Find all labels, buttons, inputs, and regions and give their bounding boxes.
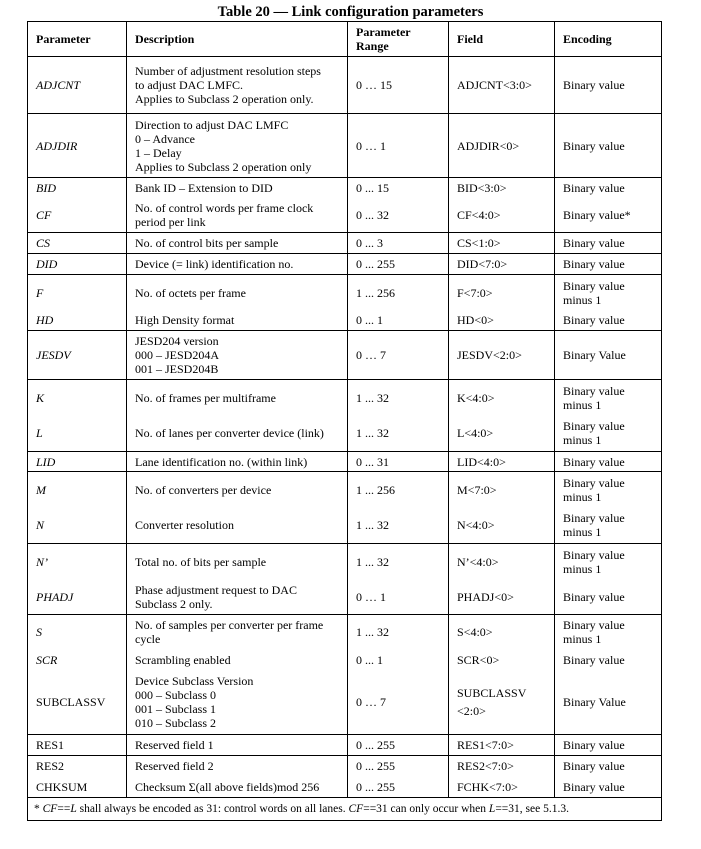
encoding-cell <box>555 57 662 114</box>
parameter-cell: N’ <box>28 544 127 580</box>
field-cell: N’<4:0> <box>449 544 555 580</box>
field-cell: N<4:0> <box>449 508 555 544</box>
description-line: Number of adjustment resolution steps <box>135 64 321 78</box>
header-description: Description <box>127 22 348 57</box>
encoding-line: minus 1 <box>563 292 602 307</box>
encoding-line: Binary value <box>563 454 625 469</box>
encoding-line: Binary value <box>563 180 625 195</box>
table-row <box>28 735 662 756</box>
description-line: Direction to adjust DAC LMFC <box>135 117 289 132</box>
encoding-line: Binary value* <box>563 207 631 222</box>
description-line: No. of control words per frame clock <box>135 200 314 215</box>
parameter-cell: ADJDIR <box>28 114 127 178</box>
description-line: No. of frames per multiframe <box>135 390 276 405</box>
parameter-cell: SUBCLASSV <box>28 671 127 735</box>
field-line: <2:0> <box>457 704 486 719</box>
table-row <box>28 671 662 735</box>
encoding-cell <box>555 580 662 615</box>
description-cell <box>127 380 348 416</box>
parameter-cell: SCR <box>28 650 127 671</box>
range-cell: 0 ... 3 <box>348 233 449 254</box>
parameter-cell: PHADJ <box>28 580 127 615</box>
description-cell <box>127 416 348 452</box>
range-cell: 0 ... 1 <box>348 311 449 331</box>
field-cell: K<4:0> <box>449 380 555 416</box>
description-cell <box>127 777 348 798</box>
field-cell: CF<4:0> <box>449 198 555 233</box>
description-line: Applies to Subclass 2 operation only. <box>135 92 314 106</box>
description-line: Reserved field 2 <box>135 759 214 774</box>
encoding-line: minus 1 <box>563 561 602 576</box>
table-row <box>28 331 662 380</box>
description-line: Checksum Σ(all above fields)mod 256 <box>135 779 320 794</box>
encoding-cell <box>555 650 662 671</box>
encoding-line: Binary value <box>563 257 625 271</box>
range-cell: 1 ... 32 <box>348 380 449 416</box>
table-row <box>28 198 662 233</box>
description-cell <box>127 57 348 114</box>
description-line: High Density format <box>135 313 235 328</box>
table-row <box>28 275 662 311</box>
encoding-line: Binary value <box>563 738 625 752</box>
encoding-cell <box>555 472 662 508</box>
table-row <box>28 756 662 777</box>
table-body <box>28 57 662 798</box>
encoding-line: Binary value <box>563 278 625 293</box>
description-line: Applies to Subclass 2 operation only <box>135 159 312 174</box>
table-row <box>28 233 662 254</box>
range-cell: 0 ... 32 <box>348 198 449 233</box>
encoding-line: Binary value <box>563 653 625 667</box>
encoding-cell <box>555 544 662 580</box>
description-line: Lane identification no. (within link) <box>135 454 308 469</box>
footnote-l: L <box>70 803 77 815</box>
range-cell: 1 ... 32 <box>348 508 449 544</box>
encoding-cell <box>555 233 662 254</box>
description-cell <box>127 472 348 508</box>
table-row <box>28 114 662 178</box>
description-line: period per link <box>135 214 206 229</box>
parameter-cell: ADJCNT <box>28 57 127 114</box>
range-cell: 1 ... 256 <box>348 472 449 508</box>
encoding-cell <box>555 380 662 416</box>
description-cell <box>127 544 348 580</box>
description-cell <box>127 311 348 331</box>
encoding-line: Binary value <box>563 475 625 490</box>
encoding-cell <box>555 311 662 331</box>
field-cell: JESDV<2:0> <box>449 331 555 380</box>
footnote-star: * <box>34 803 43 815</box>
description-cell <box>127 331 348 380</box>
range-cell: 1 ... 256 <box>348 275 449 311</box>
field-cell: HD<0> <box>449 311 555 331</box>
field-cell: ADJDIR<0> <box>449 114 555 178</box>
range-cell: 0 … 15 <box>348 57 449 114</box>
encoding-cell <box>555 777 662 798</box>
range-cell: 0 ... 15 <box>348 178 449 198</box>
range-cell: 0 … 7 <box>348 671 449 735</box>
range-cell: 1 ... 32 <box>348 615 449 650</box>
encoding-line: Binary value <box>563 138 625 153</box>
encoding-cell <box>555 254 662 275</box>
header-range <box>348 22 449 57</box>
encoding-cell <box>555 198 662 233</box>
footnote-row <box>28 798 662 821</box>
field-cell: BID<3:0> <box>449 178 555 198</box>
description-cell <box>127 452 348 472</box>
encoding-line: Binary value <box>563 547 625 562</box>
encoding-line: Binary value <box>563 779 625 794</box>
header-encoding: Encoding <box>555 22 662 57</box>
encoding-line: Binary value <box>563 589 625 604</box>
description-line: Reserved field 1 <box>135 738 214 752</box>
table-row <box>28 380 662 416</box>
encoding-cell <box>555 331 662 380</box>
parameter-cell: RES1 <box>28 735 127 756</box>
footnote-text-2: ==31 can only occur when <box>363 803 489 815</box>
encoding-cell <box>555 178 662 198</box>
parameter-cell: CS <box>28 233 127 254</box>
encoding-line: Binary value <box>563 383 625 398</box>
field-cell: CS<1:0> <box>449 233 555 254</box>
parameter-cell: HD <box>28 311 127 331</box>
footnote-cf: CF <box>42 803 58 815</box>
description-line: cycle <box>135 632 161 647</box>
description-cell <box>127 114 348 178</box>
table-row <box>28 178 662 198</box>
encoding-line: Binary value <box>563 78 625 92</box>
table-row <box>28 472 662 508</box>
range-cell: 1 ... 32 <box>348 544 449 580</box>
footnote-eq: == <box>57 803 71 815</box>
description-line: No. of converters per device <box>135 482 272 497</box>
table-title: Table 20 — Link configuration parameters <box>217 4 484 20</box>
encoding-cell <box>555 114 662 178</box>
range-cell: 0 ... 1 <box>348 650 449 671</box>
footnote-text: shall always be encoded as 31: control words on all lanes. <box>76 803 349 815</box>
description-line: JESD204 version <box>135 334 219 348</box>
range-cell: 0 ... 255 <box>348 777 449 798</box>
field-cell: RES2<7:0> <box>449 756 555 777</box>
range-cell: 0 … 1 <box>348 580 449 615</box>
table-row <box>28 777 662 798</box>
description-line: 010 – Subclass 2 <box>135 716 216 731</box>
description-line: Device Subclass Version <box>135 674 254 689</box>
encoding-line: minus 1 <box>563 632 602 647</box>
range-cell: 0 ... 255 <box>348 756 449 777</box>
table-row <box>28 57 662 114</box>
description-line: No. of samples per converter per frame <box>135 618 324 633</box>
field-cell: M<7:0> <box>449 472 555 508</box>
field-cell: FCHK<7:0> <box>449 777 555 798</box>
description-line: Device (= link) identification no. <box>135 257 294 271</box>
description-cell <box>127 650 348 671</box>
description-line: to adjust DAC LMFC. <box>135 78 244 92</box>
range-cell: 0 ... 255 <box>348 735 449 756</box>
description-line: Converter resolution <box>135 518 234 533</box>
description-cell <box>127 671 348 735</box>
encoding-line: Binary value <box>563 236 625 250</box>
range-cell: 0 ... 255 <box>348 254 449 275</box>
description-line: 1 – Delay <box>135 145 182 160</box>
header-row <box>28 22 662 57</box>
description-line: Bank ID – Extension to DID <box>135 180 273 195</box>
footnote <box>28 798 662 821</box>
table-row <box>28 580 662 615</box>
description-cell <box>127 508 348 544</box>
footnote-end: ==31, see 5.1.3. <box>495 803 569 815</box>
field-cell: LID<4:0> <box>449 452 555 472</box>
table-row <box>28 416 662 452</box>
encoding-line: Binary value <box>563 313 625 328</box>
description-cell <box>127 735 348 756</box>
description-line: 000 – Subclass 0 <box>135 688 216 703</box>
table-row <box>28 615 662 650</box>
description-line: Subclass 2 only. <box>135 596 213 611</box>
encoding-cell <box>555 615 662 650</box>
range-cell: 1 ... 32 <box>348 416 449 452</box>
parameter-cell: N <box>28 508 127 544</box>
encoding-line: minus 1 <box>563 433 602 448</box>
table-row <box>28 254 662 275</box>
parameter-cell: F <box>28 275 127 311</box>
field-cell: DID<7:0> <box>449 254 555 275</box>
description-line: 0 – Advance <box>135 131 195 146</box>
footnote-l-2: L <box>488 803 496 815</box>
field-cell: PHADJ<0> <box>449 580 555 615</box>
description-cell <box>127 178 348 198</box>
description-cell <box>127 254 348 275</box>
encoding-line: minus 1 <box>563 525 602 540</box>
description-line: 000 – JESD204A <box>135 348 220 362</box>
table-row <box>28 508 662 544</box>
link-config-table <box>27 21 662 821</box>
parameter-cell: RES2 <box>28 756 127 777</box>
encoding-cell <box>555 416 662 452</box>
encoding-line: Binary Value <box>563 348 626 362</box>
table-row <box>28 311 662 331</box>
description-line: 001 – Subclass 1 <box>135 702 216 717</box>
field-cell: S<4:0> <box>449 615 555 650</box>
field-cell: F<7:0> <box>449 275 555 311</box>
header-range-line2: Range <box>356 39 389 53</box>
description-line: 001 – JESD204B <box>135 362 219 376</box>
description-line: Phase adjustment request to DAC <box>135 582 297 597</box>
encoding-line: Binary value <box>563 419 625 434</box>
field-line: SUBCLASSV <box>457 686 527 701</box>
encoding-line: Binary value <box>563 511 625 526</box>
description-line: No. of control bits per sample <box>135 236 279 250</box>
encoding-cell <box>555 452 662 472</box>
header-parameter: Parameter <box>28 22 127 57</box>
range-cell: 0 ... 31 <box>348 452 449 472</box>
table-row <box>28 650 662 671</box>
parameter-cell: CF <box>28 198 127 233</box>
encoding-cell <box>555 735 662 756</box>
description-line: No. of octets per frame <box>135 285 246 300</box>
encoding-cell <box>555 275 662 311</box>
parameter-cell: CHKSUM <box>28 777 127 798</box>
parameter-cell: LID <box>28 452 127 472</box>
range-cell: 0 … 1 <box>348 114 449 178</box>
description-cell <box>127 233 348 254</box>
parameter-cell: K <box>28 380 127 416</box>
field-cell: SCR<0> <box>449 650 555 671</box>
encoding-line: Binary Value <box>563 695 626 710</box>
table-row <box>28 452 662 472</box>
parameter-cell: L <box>28 416 127 452</box>
description-cell <box>127 756 348 777</box>
description-cell <box>127 198 348 233</box>
encoding-line: Binary value <box>563 759 625 774</box>
encoding-cell <box>555 508 662 544</box>
encoding-cell <box>555 756 662 777</box>
description-cell <box>127 580 348 615</box>
encoding-line: Binary value <box>563 618 625 633</box>
encoding-line: minus 1 <box>563 397 602 412</box>
description-line: Total no. of bits per sample <box>135 554 267 569</box>
encoding-line: minus 1 <box>563 489 602 504</box>
header-field: Field <box>449 22 555 57</box>
parameter-cell: BID <box>28 178 127 198</box>
parameter-cell: M <box>28 472 127 508</box>
description-cell <box>127 615 348 650</box>
header-range-line1: Parameter <box>356 25 411 39</box>
parameter-cell: JESDV <box>28 331 127 380</box>
parameter-cell: DID <box>28 254 127 275</box>
range-cell: 0 … 7 <box>348 331 449 380</box>
description-cell <box>127 275 348 311</box>
field-cell: ADJCNT<3:0> <box>449 57 555 114</box>
footnote-cf-2: CF <box>348 803 364 815</box>
field-cell: RES1<7:0> <box>449 735 555 756</box>
field-cell: L<4:0> <box>449 416 555 452</box>
description-line: No. of lanes per converter device (link) <box>135 426 324 441</box>
field-cell <box>449 671 555 735</box>
parameter-cell: S <box>28 615 127 650</box>
table-row <box>28 544 662 580</box>
description-line: Scrambling enabled <box>135 653 231 667</box>
encoding-cell <box>555 671 662 735</box>
